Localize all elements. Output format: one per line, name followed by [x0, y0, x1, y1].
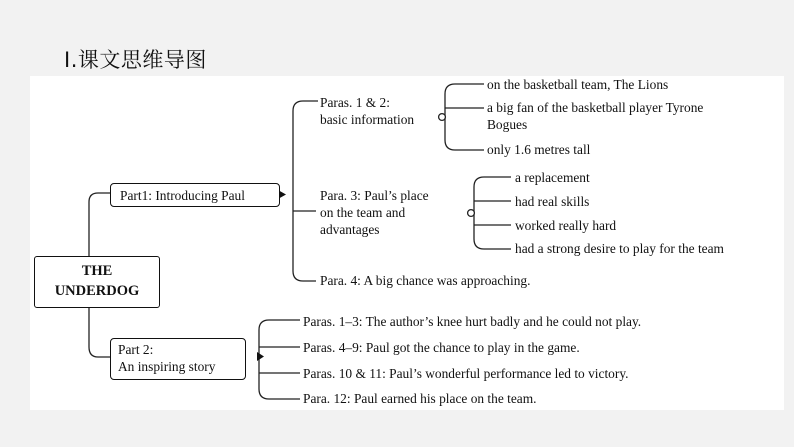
list-item-line1: a big fan of the basketball player Tyrone [487, 100, 704, 115]
part2-label-line1: Part 2: [118, 342, 154, 357]
list-item-line2: Bogues [487, 117, 528, 132]
section-heading: Ⅰ.课文思维导图 [64, 48, 207, 72]
list-item: on the basketball team, The Lions [487, 77, 669, 92]
root-node-the-underdog [34, 256, 160, 308]
list-item: a replacement [515, 170, 590, 185]
list-item: Para. 12: Paul earned his place on the team. [303, 391, 537, 406]
node-dot-paras12 [439, 114, 446, 121]
section-para-3 [320, 187, 429, 238]
section-title-line2: on the team and [320, 205, 406, 220]
part2-label-line2: An inspiring story [118, 359, 216, 374]
section-title-line3: advantages [320, 222, 380, 237]
part1-label: Part1: Introducing Paul [120, 188, 245, 203]
section-title-line2: basic information [320, 112, 415, 127]
list-item: Paras. 4–9: Paul got the chance to play in the game. [303, 340, 580, 355]
list-item: Paras. 1–3: The author’s knee hurt badly and he could not play. [303, 314, 642, 329]
root-title-line2: UNDERDOG [54, 283, 140, 299]
list-item: only 1.6 metres tall [487, 142, 591, 157]
arrow-head-part2 [257, 352, 264, 361]
list-item: had a strong desire to play for the team [515, 241, 724, 256]
list-item: Paras. 10 & 11: Paul’s wonderful performance led to victory. [303, 366, 629, 381]
list-item: worked really hard [515, 218, 617, 233]
list-item: had real skills [515, 194, 590, 209]
part1-node [110, 183, 280, 207]
section-title-line1: Paras. 1 & 2: [320, 95, 390, 110]
section-paras-1-2 [320, 94, 414, 128]
part2-node [110, 338, 246, 380]
section-para-4 [320, 272, 530, 289]
root-title-line1: THE [81, 263, 113, 279]
section-title-line1: Para. 4: A big chance was approaching. [320, 273, 531, 288]
section-title-line1: Para. 3: Paul’s place [320, 188, 429, 203]
list-item [487, 99, 703, 133]
node-dot-para3 [468, 210, 475, 217]
